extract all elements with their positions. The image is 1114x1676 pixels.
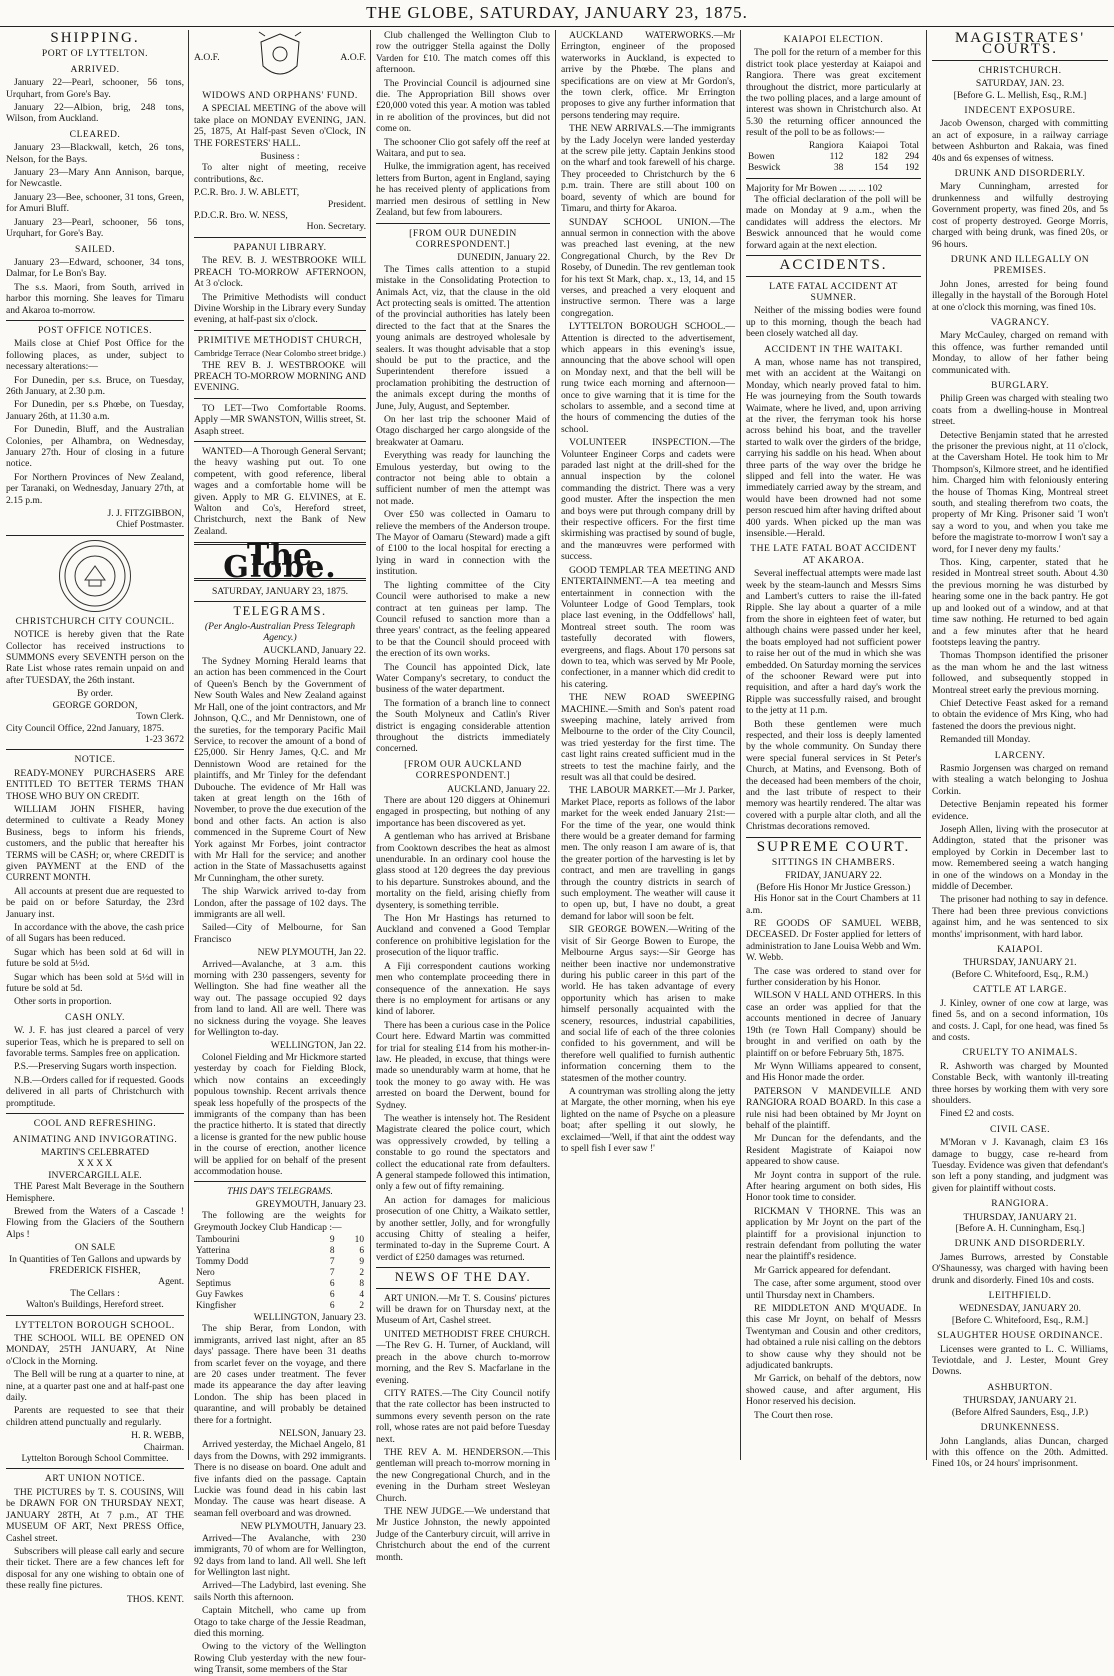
text: By order. bbox=[77, 688, 113, 700]
table-header: Total bbox=[899, 140, 919, 151]
paragraph: For Northern Provinces of New Zealand, per Taranaki, on Wednesday, January 27th, at 2.15 p.m. bbox=[6, 471, 184, 506]
table-cell: Tommy Dodd bbox=[196, 1256, 249, 1267]
paragraph: Detective Benjamin repeated his former evidence. bbox=[932, 799, 1108, 822]
paragraph: THE Parest Malt Beverage in the Southern Hemisphere. bbox=[6, 1181, 184, 1204]
heading: RANGIORA. bbox=[991, 1198, 1049, 1210]
paragraph: Fined £2 and costs. bbox=[940, 1108, 1015, 1120]
paragraph: J. Kinley, owner of one cow at large, was fined 5s, and on a second information, 10s and costs. J. Capl, for one head, was fined 5s and costs. bbox=[932, 997, 1108, 1043]
paragraph: January 23—Mary Ann Annison, barque, for Newcastle. bbox=[6, 167, 184, 190]
text: [Before G. L. Mellish, Esq., R.M.] bbox=[953, 89, 1087, 101]
paragraph: James Burrows, arrested by Constable O'Shaunessy, was charged with having been drunk and disorderly. Fined 10s and costs. bbox=[932, 1251, 1108, 1286]
section-title: ACCIDENTS. bbox=[779, 257, 888, 274]
paragraph: The weather is intensely hot. The Resident Magistrate cleared the police court, which was oppressively crowded, by telling a constable to go round the spectators and collect the educational rate from defaulters. A general stampede followed this intimation, only a few out of fifty remaining. bbox=[376, 1112, 550, 1193]
paragraph: LYTTELTON BOROUGH SCHOOL.—Attention is directed to the advertisement, which appears in this evening's issue, announcing that the above school will open on Monday next, and that the bell will be rung twice each morning and afternoon—once to give warning that it is time for the scholars to assemble, and a second time at the hours of commencing the duties of the school. bbox=[561, 321, 735, 435]
table-cell: 2 bbox=[359, 1300, 364, 1311]
subheading: CIVIL CASE. bbox=[989, 1123, 1051, 1135]
paragraph: Thomas Thompson identified the prisoner as the man whom he and the last witness followed, and subsequently stopped in Montreal street early the previous morning. bbox=[932, 650, 1108, 696]
paragraph: W. J. F. has just cleared a parcel of very superior Teas, which he is prepared to sell on favorable terms. Samples free on application. bbox=[6, 1025, 184, 1060]
paragraph: N.B.—Orders called for if requested. Goods delivered in all parts of Christchurch with promptitude. bbox=[6, 1074, 184, 1109]
text: (Before C. Whitefoord, Esq., R.M.) bbox=[951, 968, 1089, 980]
text: Lyttelton Borough School Committee. bbox=[21, 1453, 169, 1465]
paragraph: Mr Garrick appeared for defendant. bbox=[754, 1264, 891, 1276]
heading: KAIAPOI ELECTION. bbox=[783, 34, 884, 45]
paragraph: THE SCHOOL WILL BE OPENED ON MONDAY, 25TH JANUARY, At Nine o'Clock in the Morning. bbox=[6, 1333, 184, 1367]
text: The Cellars : bbox=[70, 1287, 120, 1299]
paragraph: The case, after some argument, stood over until Thursday next in Chambers. bbox=[746, 1278, 921, 1301]
signature: FREDERICK FISHER, bbox=[49, 1264, 141, 1276]
heading: COOL AND REFRESHING. bbox=[33, 1118, 157, 1130]
table-cell: 6 bbox=[329, 1278, 335, 1289]
table-header bbox=[746, 141, 794, 152]
subheading: DRUNK AND DISORDERLY. bbox=[954, 1238, 1086, 1250]
paragraph: Everything was ready for launching the Emulous yesterday, but owing to the contractor not being able to obtain a sufficient number of men the attempt was not made. bbox=[376, 450, 550, 507]
paragraph: CITY RATES.—The City Council notify that the rate collector has been instructed to summons every seventh person on the rate roll, whose rates are not paid before Tuesday next. bbox=[376, 1387, 550, 1445]
paragraph: WILSON V HALL AND OTHERS. In this case an order was applied for that the accounts mentioned in decree of January 19th (re Town Hall Company) should be brought in and verified on oath by the plaintiff on or before February 5th, 1875. bbox=[746, 990, 921, 1059]
paragraph: Other sorts in proportion. bbox=[14, 996, 112, 1008]
paragraph: Remanded till Monday. bbox=[940, 734, 1031, 746]
heading: ACCIDENT IN THE WAITAKI. bbox=[764, 343, 903, 355]
dateline: WELLINGTON, January 23. bbox=[253, 1311, 366, 1323]
text: ON SALE bbox=[74, 1242, 116, 1254]
subheading: (Per Anglo-Australian Press Telegraph Agency.) bbox=[204, 620, 356, 644]
paragraph: Arrived—The Avalanche, with 230 immigrants, 70 of whom are for Wellington, 92 days from land to land. All well. She left for Wellington last night. bbox=[194, 1532, 366, 1578]
heading: CHRISTCHURCH. bbox=[978, 64, 1062, 76]
subheading: [FROM OUR DUNEDIN CORRESPONDENT.] bbox=[409, 227, 517, 250]
paragraph: RICKMAN V THORNE. This was an application by Mr Joynt on the part of the plaintiff for a provisional injunction to restrain defendant from polluting the water near the plaintiff's residence. bbox=[746, 1205, 921, 1263]
heading: KAIAPOI. bbox=[997, 944, 1043, 956]
paragraph: Detective Benjamin stated that he arrested the prisoner the previous night, at 11 o'clock, at the Caversham Hotel. He took him to Mr Thompson's, Kilmore street, and he identified him. Charged him with feloniously entering the house of Thomas King, Montreal street south, and stealing therefrom two coats, the property of Mr King. Prisoner said 'I won't say a word to you, and when you take me before the magistrate to-morrow I won't say a word, for I never deny my faults.' bbox=[932, 429, 1108, 555]
paragraph: Arrived yesterday, the Michael Angelo, 81 days from the Downs, with 292 immigrants. There is no disease on board. One adult and five infants died on the passage. Captain Luckie was found dead in his cabin last Monday. The cause was heart disease. A seaman fell overboard and was drowned. bbox=[194, 1439, 366, 1519]
table-cell: 38 bbox=[833, 162, 844, 173]
heading: CASH ONLY. bbox=[65, 1011, 125, 1023]
paragraph: Thos. King, carpenter, stated that he resided in Montreal street south. About 4.30 the previous morning he was disturbed by hearing some one in the back pantry. He got up and looked out of a window, and at that time saw nothing. He returned to bed again and a few minutes after that he heard footsteps leaving the pantry. bbox=[932, 557, 1108, 648]
section-title: SUPREME COURT. bbox=[756, 838, 911, 855]
dateline: GREYMOUTH, January 23. bbox=[255, 1198, 366, 1210]
ad-ref: 1-23 3672 bbox=[144, 733, 184, 745]
paragraph: All accounts at present due are requested to be paid on or before Saturday, the 23rd January inst. bbox=[6, 885, 184, 920]
paragraph: To alter night of meeting, receive contributions, &c. bbox=[194, 162, 366, 185]
paragraph: John Jones, arrested for being found illegally in the haystall of the Borough Hotel at one o'clock this morning, was fined 10s. bbox=[932, 278, 1108, 313]
table-cell: 192 bbox=[904, 162, 919, 173]
paragraph: The lighting committee of the City Council were authorised to make a new contract at ten guineas per lamp. The Council refused to sanction more than a three years' contract, as the feeling appeared to be that the Council should proceed with the erection of its own works. bbox=[376, 579, 550, 660]
masthead-rule bbox=[0, 26, 1114, 27]
paragraph: The Bell will be rung at a quarter to nine, at nine, at a quarter past one and at half-past one daily. bbox=[6, 1369, 184, 1404]
heading: ART UNION NOTICE. bbox=[44, 1473, 146, 1485]
heading: POST OFFICE NOTICES. bbox=[37, 324, 153, 336]
paragraph: Several ineffectual attempts were made last week by the steam-launch and Messrs Sims and Lambert's cutters to raise the ill-fated Ripple. She lay about a quarter of a mile from the shore in eighteen feet of water, but although chains were passed under her keel, the boats employed had not sufficient power to raise her out of the mud in which she was embedded. On Saturday morning the services of the schooner Reward were put into requisition, and after a hard day's work the Ripple was successfully raised, and brought to the jetty at 11 p.m. bbox=[746, 568, 921, 717]
text: Business : bbox=[260, 151, 300, 163]
signature: H. R. WEBB, bbox=[131, 1430, 184, 1442]
heading: PORT OF LYTTELTON. bbox=[41, 48, 149, 60]
column-divider bbox=[926, 30, 927, 1460]
paragraph: The Hon Mr Hastings has returned to Auckland and convened a Good Templar conference on prohibitive legislation for the prosecution of the liquor traffic. bbox=[376, 913, 550, 959]
paragraph: Hulke, the immigration agent, has received letters from Burton, agent in England, saying he has received plenty of applications from married men desirous of settling in New Zealand, but few from labourers. bbox=[376, 161, 550, 219]
dateline: NEW PLYMOUTH, Jan 22. bbox=[257, 947, 366, 959]
paragraph: The prisoner had nothing to say in defence. There had been three previous convictions against him, and he was sentenced to six months' imprisonment, with hard labor. bbox=[932, 894, 1108, 940]
heading: LYTTELTON BOROUGH SCHOOL. bbox=[15, 1319, 175, 1331]
paragraph: THE REV B. J. WESTBROOKE will PREACH TO-MORROW MORNING AND EVENING. bbox=[194, 359, 366, 394]
text: MARTIN'S CELEBRATED bbox=[40, 1146, 150, 1158]
paragraph: WANTED—A Thorough General Servant; the heavy washing put out. To one competent, with good reference, liberal wages and a comfortable home will be given. Apply to MR G. ELVINES, at E. Walton and Co's, Hereford street, Christchurch, next the Bank of New Zealand. bbox=[194, 445, 366, 537]
column-divider bbox=[370, 30, 371, 1460]
masthead: THE GLOBE, SATURDAY, JANUARY 23, 1875. bbox=[366, 3, 748, 22]
paragraph: M'Moran v J. Kavanagh, claim £3 16s damage to buggy, case re-heard from Tuesday. Evidence was given that defendant's son left a pony standing, and judgment was given for plaintiff without costs. bbox=[932, 1137, 1108, 1194]
signature: P.D.C.R. Bro. W. NESS, bbox=[194, 210, 288, 222]
paragraph: The Sydney Morning Herald learns that an action has been commenced in the Court of Queen's Bench by the Government of New South Wales and New Zealand against Mr Hall, one of the joint contractors, and Mr Johnson, Q.C., and Mr Dennistown, one of the sureties, for the temporary Pacific Mail Service, to recover the amount of a bond of £25,000. Sir Henry James, Q.C. and Mr Dennistown Wood are retained for the plaintiffs, and Mr Tinley for the defendant Dubouche. The evidence of Mr Hall was taken at great length on the 16th of November, to prove the due execution of the bond and other facts. An action is also commenced in the Supreme Court of New York against Mr Forbes, joint contractor with Mr Hall for the service; and another action in the State of Massachusetts against Mr Cunningham, the other surety. bbox=[194, 656, 366, 884]
subheading: [FROM OUR AUCKLAND CORRESPONDENT.] bbox=[404, 758, 522, 782]
table-cell: 4 bbox=[359, 1289, 364, 1300]
table-row bbox=[746, 152, 921, 163]
signature-title: Chief Postmaster. bbox=[116, 519, 184, 531]
paragraph: A Fiji correspondent cautions working men who contemplate proceeding there in consequence of the annexation. He says there is no employment for artisans or any kind of laborer. bbox=[376, 960, 550, 1018]
paragraph: The ship Berar, from London, with immigrants, arrived last night, after an 85 days' passage. There have been 31 deaths from scarlet fever on the voyage, and there are 20 cases under treatment. The fever made its appearance the day after leaving London. The ship has been placed in quarantine, and will probably be detained there for a fortnight. bbox=[194, 1323, 366, 1426]
paragraph: His Honor sat in the Court Chambers at 11 a.m. bbox=[746, 893, 921, 916]
paragraph: Rasmio Jorgensen was charged on remand with stealing a watch belonging to Joshua Corkin. bbox=[932, 762, 1108, 797]
signature-title: Agent. bbox=[158, 1276, 184, 1288]
paragraph: The Provincial Council is adjourned sine die. The Appropriation Bill shows over £20,000 voted this year. A motion was tabled in re abolition of the provinces, but did not come on. bbox=[376, 77, 550, 135]
dateline: THURSDAY, JANUARY 21. bbox=[963, 1395, 1077, 1407]
subheading: CATTLE AT LARGE. bbox=[973, 984, 1067, 996]
paragraph: The official declaration of the poll will be made on Monday at 9 a.m., when the candidates will address the electors. Mr Beswick announced that he would come forward again at the next election. bbox=[746, 194, 921, 251]
signature-title: Hon. Secretary. bbox=[306, 221, 366, 233]
paragraph: Mails close at Chief Post Office for the following places, as under, subject to necessary alterations:— bbox=[6, 338, 184, 373]
subheading: CRUELTY TO ANIMALS. bbox=[962, 1047, 1078, 1059]
paragraph: Over £50 was collected in Oamaru to relieve the members of the Anderson troupe. The Mayor of Oamaru (Steward) made a gift of £100 to the local hospital for erecting a lying in ward in connection with the institution. bbox=[376, 509, 550, 578]
paragraph: The case was ordered to stand over for further consideration by his Honor. bbox=[746, 965, 921, 989]
paragraph: The poll for the return of a member for this district took place yesterday at Kaiapoi and Rangiora. There was great excitement throughout the district, more particularly at the two polling places, and a large amount of interest was shown in Christchurch also. At 5.30 the returning officer announced the result of the poll to be as follows:— bbox=[746, 47, 921, 139]
text: X X X X bbox=[77, 1158, 113, 1170]
paragraph: For Dunedin, per s.s. Bruce, on Tuesday, 26th January, at 2.30 p.m. bbox=[6, 374, 184, 397]
paragraph: Arrived—The Ladybird, last evening. She sails North this afternoon. bbox=[194, 1580, 366, 1603]
table-row bbox=[194, 1268, 366, 1279]
section-title: MAGISTRATES' COURTS. bbox=[954, 30, 1086, 58]
subheading: LARCENY. bbox=[994, 749, 1046, 761]
paragraph: The Times calls attention to a stupid mistake in the Consolidating Protection to Animals Act, viz, that the clause in the old Act protecting seals is omitted. The attention of the provincial authorities has lately been directed to the fact that at the Snares the young animals are destroyed wholesale by sealers. It was thought advisable that a stop should be put to the practice, and the Superintendent therefore issued a proclamation prohibiting the destruction of the animals except during the months of June, July, August, and September. bbox=[376, 263, 550, 412]
paragraph: P.S.—Preserving Sugars worth inspection. bbox=[14, 1061, 177, 1073]
heading: PRIMITIVE METHODIST CHURCH, bbox=[197, 334, 363, 346]
subheading: VAGRANCY. bbox=[990, 316, 1050, 328]
paragraph: Mary McCauley, charged on remand with this offence, was further remanded until Monday, to allow of her father being communicated with. bbox=[932, 330, 1108, 376]
text: [Before C. Whitefoord, Esq., R.M.] bbox=[951, 1314, 1089, 1326]
majority: Majority for Mr Bowen ... ... ... 102 bbox=[746, 182, 883, 194]
paragraph: The Court then rose. bbox=[754, 1409, 833, 1421]
city-council-seal-icon bbox=[59, 540, 131, 612]
table-cell: Tambourini bbox=[196, 1234, 240, 1245]
paragraph: THE PICTURES by T. S. COUSINS, Will be DRAWN FOR ON THURSDAY NEXT, JANUARY 28TH, At 7 p.m., AT THE MUSEUM OF ART, Next PRESS Office, Cashel street. bbox=[6, 1486, 184, 1544]
paragraph: A man, whose name has not transpired, met with an accident at the Waitangi on Monday, which nearly proved fatal to him. He was journeying from the South towards Waimate, where he lived, and, upon arriving at the river, the ferryman took his horse across behind his boat, and the traveller started to walk over the girders of the bridge, carrying his saddle on his head. When about three parts of the way over the bridge he slipped and fell into the water. He was immediately carried away by the stream, and would have been drowned had not some person rescued him after having drifted about 400 yards. When picked up the man was insensible.—Herald. bbox=[746, 356, 921, 540]
dateline: SATURDAY, JAN. 23. bbox=[975, 78, 1065, 90]
table-cell: 9 bbox=[359, 1256, 364, 1267]
column-1 bbox=[6, 30, 184, 1605]
column-5 bbox=[746, 30, 921, 1460]
dateline: FRIDAY, JANUARY 22. bbox=[785, 870, 882, 882]
text: City Council Office, 22nd January, 1875. bbox=[6, 722, 165, 734]
signature-title: President. bbox=[327, 198, 366, 210]
table-cell: 112 bbox=[829, 151, 844, 162]
paragraph: The Council has appointed Dick, late Water Company's secretary, to conduct the business of the water department. bbox=[376, 661, 550, 696]
table-row bbox=[746, 163, 921, 174]
paragraph: A SPECIAL MEETING of the above will take place on MONDAY EVENING, JAN. 25, 1875, At Half-past Seven o'Clock, IN THE FORESTERS' HALL. bbox=[194, 103, 366, 149]
table-cell: 2 bbox=[359, 1267, 364, 1278]
paragraph: R. Ashworth was charged by Mounted Constable Beck, with wantonly ill-treating three horses by working them with very sore shoulders. bbox=[932, 1060, 1108, 1106]
paragraph: Mr Garrick, on behalf of the debtors, now showed cause, and after argument, His Honor reserved his decision. bbox=[746, 1373, 921, 1408]
table-cell: 8 bbox=[329, 1245, 335, 1256]
heading: ANIMATING AND INVIGORATING. bbox=[12, 1133, 178, 1145]
paragraph: The Primitive Methodists will conduct Divine Worship in the Library every Sunday evening, at half-past six o'clock. bbox=[194, 291, 366, 326]
paragraph: Brewed from the Waters of a Cascade ! Flowing from the Glaciers of the Southern Alps ! bbox=[6, 1205, 184, 1240]
paragraph: RE GOODS OF SAMUEL WEBB, DECEASED. Dr Foster applied for letters of administration to Jane Louisa Webb and Wm. W. Webb. bbox=[746, 918, 921, 964]
table-row bbox=[194, 1290, 366, 1301]
paragraph: UNITED METHODIST FREE CHURCH.—The Rev G. H. Turner, of Auckland, will preach in the above church to-morrow morning, and the Rev S. Macfarlane in the evening. bbox=[376, 1328, 550, 1386]
paragraph: GOOD TEMPLAR TEA MEETING AND ENTERTAINMENT.—A tea meeting and entertainment in connection with the Volunteer Lodge of Good Templars, took place last evening, in the Oddfellows' hall, Montreal street south. The room was tastefully decorated with flowers, evergreens, and flags. About 170 persons sat down to tea, which was served by Mr Poole, confectioner, in a manner which did credit to his catering. bbox=[561, 564, 735, 690]
section-title: TELEGRAMS. bbox=[233, 604, 327, 619]
table-cell: Nero bbox=[196, 1267, 215, 1278]
text: [Before A. H. Cunningham, Esq.] bbox=[955, 1223, 1085, 1234]
paragraph: AUCKLAND WATERWORKS.—Mr Errington, engineer of the proposed waterworks in Auckland, is expected to arrive by the Phœbe. The plans and specifications are on view at Mr Gordon's, the town clerk, office. Mr Errington proposes to give any further information that persons tendering may require. bbox=[561, 30, 735, 121]
table-cell: Guy Fawkes bbox=[196, 1289, 244, 1300]
paragraph: THE NEW JUDGE.—We understand that Mr Justice Johnston, the newly appointed Judge of the Canterbury circuit, will arrive in Christchurch about the end of the current month. bbox=[376, 1505, 550, 1563]
table-cell: Beswick bbox=[748, 162, 781, 173]
paragraph: January 23—Edward, schooner, 34 tons, Dalmar, for Le Bon's Bay. bbox=[6, 256, 184, 280]
table-cell: 294 bbox=[904, 151, 919, 162]
table-row bbox=[194, 1235, 366, 1246]
table-row bbox=[194, 1257, 366, 1268]
signature: GEORGE GORDON, bbox=[52, 699, 138, 711]
dateline: AUCKLAND, January 22. bbox=[447, 783, 550, 795]
paragraph: Mr Joynt contra in support of the rule. After hearing argument on both sides, His Honor took time to consider. bbox=[746, 1169, 921, 1204]
heading: CHRISTCHURCH CITY COUNCIL. bbox=[15, 615, 175, 627]
paragraph: SUNDAY SCHOOL UNION.—The annual sermon in connection with the above was preached last evening, at the new Congregational Church, by the Rev Dr Roseby, of Dunedin. The rev gentleman took for his text St Mark, chap. x., 13, 14, and 15 verses, and preached a very eloquent and instructive sermon. There was a large congregation. bbox=[561, 216, 735, 319]
subheading: DRUNK AND DISORDERLY. bbox=[954, 168, 1086, 180]
table-cell: Bowen bbox=[748, 151, 775, 162]
paragraph: SIR GEORGE BOWEN.—Writing of the visit of Sir George Bowen to Europe, the Melbourne Argus says:—Sir George has neither been inactive nor undemonstrative during his public career in this part of the world. He has taken advantage of every opportunity which has arisen to make himself personally acquainted with the scenery, resources, industrial capabilities, and social life of each of the three colonies confided to his government, and will be therefore well qualified to furnish authentic information concerning them to the statesmen of the mother country. bbox=[561, 924, 735, 1084]
table-cell: 6 bbox=[329, 1289, 335, 1300]
paragraph: WILLIAM JOHN FISHER, having determined to cultivate a Ready Money Business, begs to inform his friends, customers, and the public that hereafter his TERMS will be CASH; or, where CREDIT is given PAYMENT at the END of the CURRENT MONTH. bbox=[6, 803, 184, 884]
dateline: WELLINGTON, Jan 22. bbox=[270, 1040, 366, 1052]
newspaper-title: The Globe. bbox=[223, 538, 337, 585]
paragraph: THE LABOUR MARKET.—Mr J. Parker, Market Place, reports as follows of the labor market for the week ended January 21st:—For the time of the year, one would think there would be a greater demand for farming men. The only reason I am aware of is, that the greater portion of the harvesting is let by contract, and men are travelling in gangs through the country districts in search of such employment. The weather will cause it to open up, but, I have no doubt, a great demand for labor will soon be felt. bbox=[561, 785, 735, 922]
column-2 bbox=[194, 30, 366, 1676]
text: INVERCARGILL ALE. bbox=[48, 1169, 142, 1181]
subheading: INDECENT EXPOSURE. bbox=[964, 105, 1076, 117]
paragraph: The following are the weights for Greymouth Jockey Club Handicap :— bbox=[194, 1210, 366, 1233]
paragraph: Joseph Allen, living with the prosecutor at Addington, stated that the prisoner was employed by Corkin in December last to mow. Remembered seeing a watch hanging in one of the windows on a Monday in the middle of December. bbox=[932, 824, 1108, 893]
paragraph: RE MIDDLETON AND M'QUADE. In this case Mr Joynt, on behalf of Messrs Twentyman and Cousin and other creditors, had obtained a rule nisi calling on the debtors to show cause why they should not be adjudicated bankrupts. bbox=[746, 1303, 921, 1372]
paragraph: PATERSON V MANDEVILLE AND RANGIORA ROAD BOARD. In this case a rule nisi had been obtained by Mr Joynt on behalf of the plaintiff. bbox=[746, 1085, 921, 1131]
dateline: DUNEDIN, January 22. bbox=[457, 252, 550, 264]
issue-date: SATURDAY, JANUARY 23, 1875. bbox=[211, 586, 349, 598]
table-header: Kaiapoi bbox=[858, 140, 889, 151]
text: (Before Alfred Saunders, Esq., J.P.) bbox=[951, 1406, 1089, 1418]
table-cell: 6 bbox=[359, 1245, 364, 1256]
paragraph: January 23—Pearl, schooner, 56 tons, Urquhart, for Gore's Bay. bbox=[6, 216, 184, 240]
paragraph: The ship Warwick arrived to-day from London, after the passage of 102 days. The immigrants are all well. bbox=[194, 886, 366, 920]
table-cell: 8 bbox=[359, 1278, 364, 1289]
paragraph: In accordance with the above, the cash price of all Sugars has been reduced. bbox=[6, 922, 184, 945]
table-cell: 6 bbox=[329, 1300, 335, 1311]
paragraph: There has been a curious case in the Police Court here. Edward Martin was committed for trial for stealing £14 from his mother-in-law. He pleaded, in excuse, that things were made so unendurably warm at home, that he took the money to go away with. He was arrested on board the Derwent, bound for Sydney. bbox=[376, 1019, 550, 1111]
paragraph: Subscribers will please call early and secure their ticket. There are a few chances left for disposal for any one wishing to obtain one of these really fine pictures. bbox=[6, 1545, 184, 1592]
column-4 bbox=[561, 30, 735, 1460]
signature: THOS. KENT. bbox=[126, 1593, 184, 1605]
dateline: AUCKLAND, January 22. bbox=[263, 644, 366, 656]
table-row bbox=[194, 1301, 366, 1312]
text: Walton's Buildings, Hereford street. bbox=[26, 1299, 164, 1311]
paragraph: Parents are requested to see that their children attend punctually and regularly. bbox=[6, 1405, 184, 1428]
table-cell: Septimus bbox=[196, 1278, 231, 1289]
heading: SITTINGS IN CHAMBERS. bbox=[771, 857, 896, 868]
signature: J. J. FITZGIBBON, bbox=[107, 508, 184, 520]
heading: ASHBURTON. bbox=[987, 1381, 1053, 1393]
subheading: DRUNKENNESS. bbox=[980, 1422, 1060, 1434]
subheading: BURGLARY. bbox=[991, 379, 1049, 391]
paragraph: Owing to the victory of the Wellington Rowing Club yesterday with the new four-wing Transit, some members of the Star bbox=[194, 1641, 366, 1676]
heading: NOTICE. bbox=[74, 754, 116, 766]
paragraph: Philip Green was charged with stealing two coats from a dwelling-house in Montreal street. bbox=[932, 393, 1108, 428]
subheading: CLEARED. bbox=[69, 128, 121, 140]
paragraph: Club challenged the Wellington Club to row the outrigger Stella against the Dolly Varden for £10. The match comes off this afternoon. bbox=[376, 30, 550, 76]
paragraph: January 23—Blackwall, ketch, 26 tons, Nelson, for the Bays. bbox=[6, 142, 184, 165]
subheading: DRUNK AND ILLEGALLY ON PREMISES. bbox=[950, 253, 1090, 277]
table-cell: 7 bbox=[329, 1256, 335, 1267]
table-row bbox=[194, 1279, 366, 1290]
paragraph: The REV. B. J. WESTBROOKE WILL PREACH TO-MORROW AFTERNOON, At 3 o'clock. bbox=[194, 255, 366, 290]
signature-title: Chairman. bbox=[143, 1441, 184, 1453]
heading: PAPANUI LIBRARY. bbox=[233, 241, 327, 253]
paragraph: There are about 120 diggers at Ohinemuri engaged in prospecting, but nothing of any importance has been discovered as yet. bbox=[376, 795, 550, 829]
paragraph: Both these gentlemen were much respected, and their loss is deeply lamented by the whole community. On Sunday there were special funeral services in St Peter's Church, at Matins, and Evensong. Both of the deceased had been members of the choir, and the last tribute of respect to their memory was heartily rendered. The altar was covered with a purple altar cloth, and all the Christmas decorations removed. bbox=[746, 718, 921, 833]
table-cell: 154 bbox=[874, 162, 889, 173]
heading: WIDOWS AND ORPHANS' FUND. bbox=[202, 90, 358, 101]
paragraph: Colonel Fielding and Mr Hickmore started yesterday by coach for Fielding Block, which now contains an exceedingly populous township. Recent arrivals thence speak less hopefully of the prospects of the immigrants of the company than has been the practice hitherto. It is stated that directly a license is granted for the new public house in the course of erection, another licence will be applied for on behalf of the present accommodation house. bbox=[194, 1051, 366, 1177]
paragraph: The s.s. Maori, from South, arrived in harbor this morning. She leaves for Timaru and Akaroa to-morrow. bbox=[6, 281, 184, 316]
paragraph: Sugar which has been sold at 5½d will in future be sold at 5d. bbox=[6, 971, 184, 995]
paragraph: THE NEW ROAD SWEEPING MACHINE.—Smith and Son's patent road sweeping machine, lately arrived from Melbourne to the order of the City Council, was tried yesterday for the first time. The cast light rains created sufficient mud in the streets to test the machine fairly, and the result was all that could be desired. bbox=[561, 692, 735, 783]
dateline: NELSON, January 23. bbox=[279, 1428, 366, 1440]
subheading: ARRIVED. bbox=[70, 63, 120, 75]
table-cell: 9 bbox=[329, 1234, 335, 1245]
section-title: NEWS OF THE DAY. bbox=[394, 1270, 532, 1285]
paragraph: READY-MONEY PURCHASERS ARE ENTITLED TO BETTER TERMS THAN THOSE WHO BUY ON CREDIT. bbox=[6, 767, 184, 802]
paragraph: January 22—Albion, brig, 248 tons, Wilson, from Auckland. bbox=[6, 102, 184, 125]
text: (Before His Honor Mr Justice Gresson.) bbox=[756, 881, 911, 893]
table-cell: 7 bbox=[329, 1267, 335, 1278]
heading: LEITHFIELD. bbox=[988, 1290, 1052, 1302]
table-cell: Yatterina bbox=[196, 1245, 230, 1256]
text: A.O.F. bbox=[194, 52, 220, 64]
weights-table bbox=[194, 1235, 366, 1312]
paragraph: For Dunedin, Bluff, and the Australian Colonies, per Alhambra, on Wednesday, January 27th. Hour of closing in a future notice. bbox=[6, 424, 184, 470]
paragraph: The formation of a branch line to connect the South Molyneux and Catlin's River district is engaging considerable attention throughout the districts immediately concerned. bbox=[376, 697, 550, 755]
paragraph: VOLUNTEER INSPECTION.—The Volunteer Engineer Corps and cadets were paraded last night at the drill-shed for the annual inspection by the colonel commanding the district. There was a very good muster. After the inspection the men and boys were put through company drill by their respective officers. For the first time skirmishing was practised by sound of bugle, and the manœuvres were performed with success. bbox=[561, 437, 735, 563]
paragraph: A gentleman who has arrived at Brisbane from Cooktown describes the heat as almost unendurable. In an ordinary cool house the glass stood at 120 degrees the day previous to his departure. Sunstrokes abound, and the mortality on the field, arising chiefly from dysentery, is something terrible. bbox=[376, 831, 550, 911]
paragraph: January 23—Bee, schooner, 31 tons, Green, for Amuri Bluff. bbox=[6, 191, 184, 215]
column-6 bbox=[932, 30, 1108, 1470]
heading: LATE FATAL ACCIDENT AT SUMNER. bbox=[769, 280, 898, 303]
paragraph: For Dunedin, per s.s Phœbe, on Tuesday, January 26th, at 11.30 a.m. bbox=[6, 399, 184, 422]
paragraph: John Langlands, alias Duncan, charged with this offence on the 20th. Admitted. Fined 10s, or 24 hours' imprisonment. bbox=[932, 1435, 1108, 1470]
paragraph: On her last trip the schooner Maid of Otago discharged her cargo alongside of the breakwater at Oamaru. bbox=[376, 414, 550, 448]
column-divider bbox=[555, 30, 556, 1460]
subheading: SLAUGHTER HOUSE ORDINANCE. bbox=[937, 1330, 1103, 1342]
paragraph: ART UNION.—Mr T. S. Cousins' pictures will be drawn for on Thursday next, at the Museum of Art, Cashel street. bbox=[376, 1292, 550, 1327]
paragraph: The schooner Clio got safely off the reef at Waitara, and put to sea. bbox=[376, 136, 550, 160]
table-cell: 182 bbox=[874, 151, 889, 162]
column-divider bbox=[740, 30, 741, 1460]
paragraph: Jacob Owenson, charged with committing an act of exposure, in a railway carriage between Ashburton and Rakaia, was fined 40s and 6s expenses of witness. bbox=[932, 118, 1108, 164]
paragraph: Arrived—Avalanche, at 3 a.m. this morning with 230 passengers, seventy for Wellington. She had fine weather all the way out. The passage occupied 92 days from land to land. All are well. There was no sickness during the voyage. She leaves for Wellington to-day. bbox=[194, 958, 366, 1039]
text: A.O.F. bbox=[340, 52, 366, 64]
subheading: SAILED. bbox=[74, 243, 115, 255]
paragraph: NOTICE is hereby given that the Rate Collector has received instructions to SUMMONS every SEVENTH person on the Rate List whose rates remain unpaid on and after TUESDAY, the 26th instant. bbox=[6, 629, 184, 686]
table-cell: Kingfisher bbox=[196, 1300, 237, 1311]
heading: THE LATE FATAL BOAT ACCIDENT AT AKAROA. bbox=[750, 543, 917, 566]
paragraph: Sugar which has been sold at 6d will in future be sold at 5½d. bbox=[6, 946, 184, 970]
dateline: WEDNESDAY, JANUARY 20. bbox=[959, 1303, 1081, 1315]
table-row bbox=[194, 1246, 366, 1257]
paragraph: TO LET—Two Comfortable Rooms. Apply —MR SWANSTON, Willis street, St. Asaph street. bbox=[194, 402, 366, 437]
section-title: SHIPPING. bbox=[50, 30, 140, 46]
paragraph: Chief Detective Feast asked for a remand to obtain the evidence of Mrs King, who had fastened the doors the previous night. bbox=[932, 697, 1108, 732]
column-divider bbox=[188, 30, 189, 1460]
paragraph: Licenses were granted to L. C. Williams, Teviotdale, and J. Lester, Mount Grey Downs. bbox=[932, 1343, 1108, 1378]
paragraph: January 22—Pearl, schooner, 56 tons, Urquhart, from Gore's Bay. bbox=[6, 77, 184, 100]
signature-title: Town Clerk. bbox=[136, 711, 184, 723]
paragraph: Mr Duncan for the defendants, and the Resident Magistrate of Kaiapoi now appeared to show cause. bbox=[746, 1133, 921, 1168]
paragraph: Captain Mitchell, who came up from Otago to take charge of the Jessie Readman, died this morning. bbox=[194, 1605, 366, 1639]
paragraph: A countryman was strolling along the jetty at Margate, the other morning, when his eye lighted on the name of Psyche on a pleasure boat; after spelling it out slowly, he exclaimed—'Well, if that aint the oddest way to spell fish I ever saw !' bbox=[561, 1085, 735, 1154]
dateline: THURSDAY, JANUARY 21. bbox=[963, 1211, 1077, 1223]
paragraph: THE REV A. M. HENDERSON.—This gentleman will preach to-morrow morning in the new Congregational Church, and in the evening in the Durham street Wesleyan Church. bbox=[376, 1446, 550, 1504]
paragraph: Mr Wynn Williams appeared to consent, and His Honor made the order. bbox=[746, 1060, 921, 1084]
dateline: NEW PLYMOUTH, January 23. bbox=[240, 1521, 366, 1533]
table-cell: 10 bbox=[354, 1234, 364, 1245]
paragraph: THE NEW ARRIVALS.—The immigrants by the Lady Jocelyn were landed yesterday at the screw pile jetty. Captain Jenkins stood on the wharf and took farewell of his charge. They proceeded to Christchurch by the 6 p.m. train. There are still about 100 on board, seventy of which are bound for Timaru, and thirty for Akaroa. bbox=[561, 123, 735, 215]
paragraph: Neither of the missing bodies were found up to this morning, though the beach had been closely watched all day. bbox=[746, 305, 921, 340]
poll-table bbox=[746, 141, 921, 174]
subheading: THIS DAY'S TELEGRAMS. bbox=[227, 1186, 333, 1198]
paragraph: Mary Cunningham, arrested for drunkenness and wilfully destroying Government property, was fined 20s, and 5s cost of property destroyed. George Morris, charged with being drunk, was fined 20s, or 96 hours. bbox=[932, 181, 1108, 250]
paragraph: Sailed—City of Melbourne, for San Francisco bbox=[194, 922, 366, 945]
text: Cambridge Terrace (Near Colombo street bridge.) bbox=[194, 348, 366, 359]
text: In Quantities of Ten Gallons and upwards by bbox=[8, 1253, 182, 1265]
column-3 bbox=[376, 30, 550, 1563]
table-header: Rangiora bbox=[808, 140, 844, 151]
dateline: THURSDAY, JANUARY 21. bbox=[963, 957, 1077, 969]
signature: P.C.R. Bro. J. W. ABLETT, bbox=[194, 187, 300, 199]
foresters-crest-icon bbox=[255, 30, 305, 86]
paragraph: An action for damages for malicious prosecution of one Chitty, a Waikato settler, by another settler, Jolly, and for wrongfully accusing Chitty of stealing a heifer, terminated to-day in the Supreme Court. A verdict of £250 damages was returned. bbox=[376, 1194, 550, 1263]
